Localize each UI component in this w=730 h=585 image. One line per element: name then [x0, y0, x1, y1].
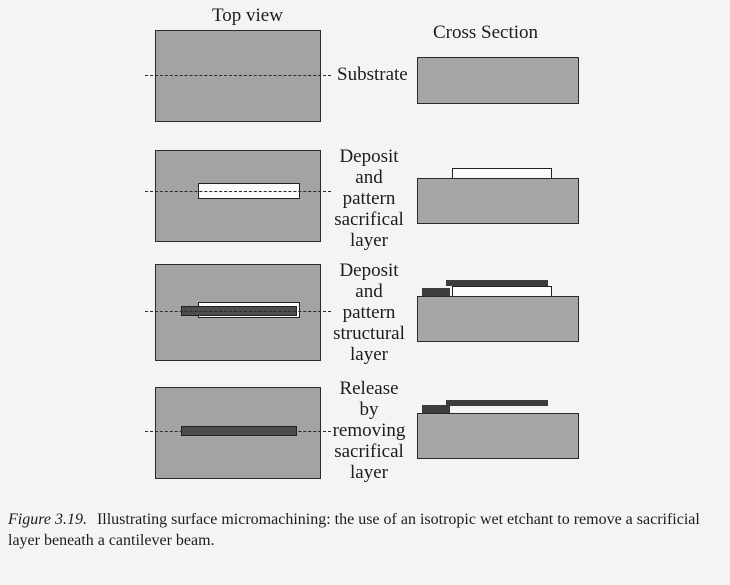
label-line: sacrifical	[334, 441, 404, 462]
cross-section-sacrificial-layer	[452, 168, 552, 178]
section-cut-line	[145, 191, 331, 192]
header-top-view: Top view	[212, 5, 283, 26]
label-line: layer	[350, 230, 388, 251]
section-cut-line	[145, 75, 331, 76]
cross-section-beam	[446, 280, 548, 286]
cross-section-substrate	[417, 178, 579, 224]
cross-section-beam-anchor	[422, 405, 450, 413]
label-line: removing	[332, 420, 406, 441]
cross-section-substrate	[417, 57, 579, 104]
label-line: Deposit	[339, 260, 399, 281]
cross-section-substrate	[417, 413, 579, 459]
cross-section-sacrificial-layer	[452, 286, 552, 296]
stage-deposit-structural	[0, 262, 730, 368]
top-view-structural-beam	[181, 426, 297, 436]
section-cut-line	[145, 311, 331, 312]
stage-label	[322, 146, 416, 251]
stage-substrate	[0, 30, 730, 122]
stage-deposit-sacrificial	[0, 146, 730, 251]
cross-section-substrate	[417, 296, 579, 342]
top-view-substrate	[155, 30, 321, 122]
label-line: layer	[350, 462, 388, 483]
label-line: Release	[339, 378, 399, 399]
stage-release	[0, 380, 730, 486]
label-line: Deposit	[339, 146, 399, 167]
label-line: pattern	[342, 302, 396, 323]
label-line: and	[355, 281, 383, 302]
stage-label	[322, 260, 416, 365]
caption-text: Illustrating surface micromachining: the use of an isotropic wet etchant to remove a sacrificial layer beneath a cantilever beam.	[8, 511, 700, 549]
label-line: layer	[350, 344, 388, 365]
figure-number: Figure 3.19.	[8, 511, 87, 528]
stage-label	[322, 378, 416, 483]
label-line: structural	[333, 323, 405, 344]
cross-section-released-beam	[446, 400, 548, 406]
header-cross-section: Cross Section	[433, 22, 539, 43]
label-line: by	[359, 399, 379, 420]
cross-section-beam-anchor	[422, 288, 450, 296]
label-line: sacrifical	[334, 209, 404, 230]
label-line: and	[355, 167, 383, 188]
label-line: pattern	[342, 188, 396, 209]
label-line: Substrate	[337, 64, 408, 85]
figure-caption	[8, 509, 723, 551]
